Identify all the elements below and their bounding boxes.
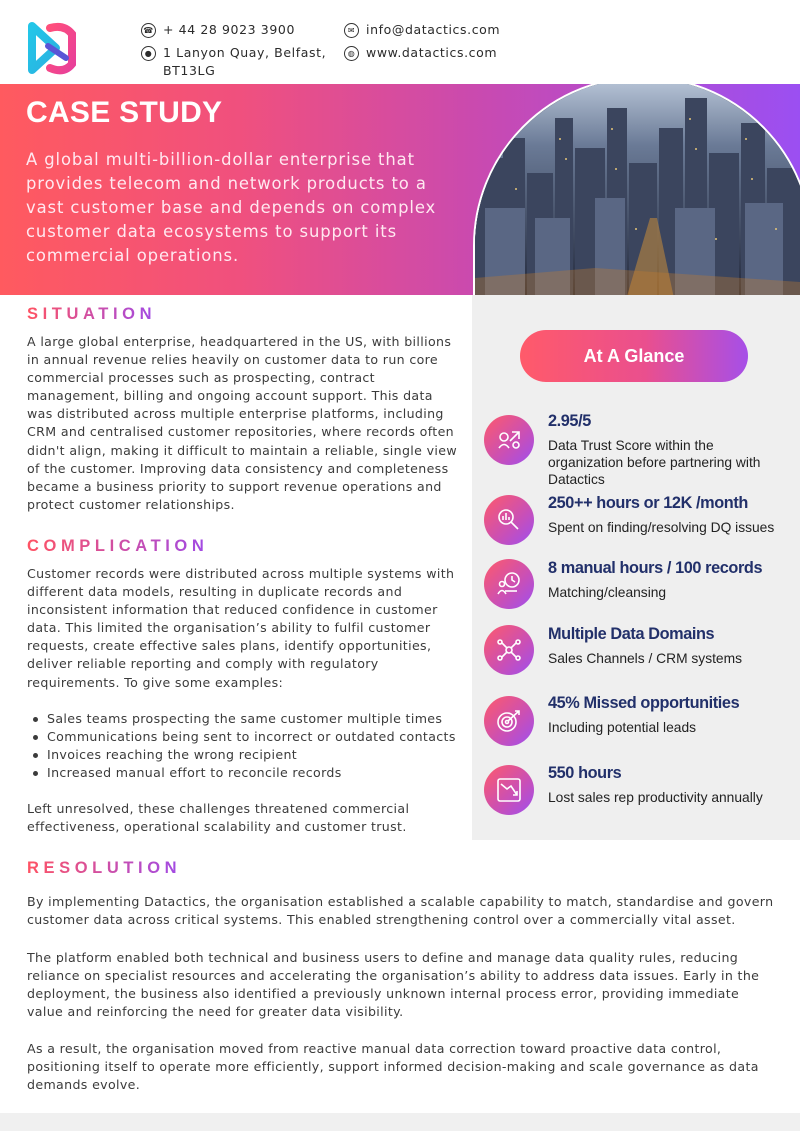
at-a-glance-badge: At A Glance xyxy=(520,330,748,382)
phone-text: + 44 28 9023 3900 xyxy=(163,22,296,37)
page-header xyxy=(0,0,800,84)
stat-description: Lost sales rep productivity annually xyxy=(548,790,763,805)
city-skyline-image xyxy=(473,84,800,295)
stat-value: 8 manual hours / 100 records xyxy=(548,559,763,577)
complication-intro: Customer records were distributed across multiple systems with different data models, resulting in duplicate records and inconsistent information that reduced confidence in customer data. This limited the organisation’s ability to fulfil customer requests, create effective sales plans, identify opportunities, deliver reliable reporting and comply with regulatory requirements. To give some examples: xyxy=(27,566,455,690)
situation-heading: SITUATION xyxy=(27,305,157,323)
target-icon xyxy=(484,696,534,746)
situation-body: A large global enterprise, headquartered in the US, with billions in annual revenue relies heavily on customer data to run core commercial processes such as prospecting, contract management, billing and ongoing account support. This data was distributed across multiple enterprise platforms, including CRM and centralised customer repositories, where records often didn't align, making it difficult to maintain a reliable, single view of the customer. Improving data consistency and completeness became a business priority to support revenue operations and protect customer relationships. xyxy=(27,334,457,512)
resolution-paragraph: By implementing Datactics, the organisation established a scalable capability to match, standardise and govern customer data across critical systems. This enabled strengthening control over a commercially vital asset. xyxy=(27,894,774,928)
stat-value: 550 hours xyxy=(548,764,622,782)
hero-banner xyxy=(0,84,800,295)
contact-website[interactable] xyxy=(344,44,497,62)
complication-bullets xyxy=(27,710,467,782)
list-item: Communications being sent to incorrect or outdated contacts xyxy=(27,728,467,746)
resolution-paragraph: The platform enabled both technical and business users to define and manage data quality rules, reducing reliance on specialist resources and accelerating the organisation’s ability to address data issues. Early in the deployment, the business also identified a previously unknown internal process error, providing immediate value and reinforcing the need for greater data visibility. xyxy=(27,950,760,1020)
resolution-paragraph: As a result, the organisation moved from reactive manual data correction toward proactive data control, positioning itself to operate more efficiently, support informed decision-making and scale governance as data demands evolve. xyxy=(27,1041,759,1093)
list-item: Invoices reaching the wrong recipient xyxy=(27,746,467,764)
stat-value: 45% Missed opportunities xyxy=(548,694,740,712)
website-text[interactable]: www.datactics.com xyxy=(366,45,498,60)
contact-email[interactable] xyxy=(344,21,500,39)
stat-description: Spent on finding/resolving DQ issues xyxy=(548,520,775,535)
hero-title: CASE STUDY xyxy=(26,96,223,129)
complication-outro: Left unresolved, these challenges threatened commercial effectiveness, operational scalability and customer trust. xyxy=(27,801,410,835)
address-text: 1 Lanyon Quay, Belfast, BT13LG xyxy=(163,45,327,78)
stat-value: Multiple Data Domains xyxy=(548,625,715,643)
list-item: Increased manual effort to reconcile records xyxy=(27,764,467,782)
footer-strip xyxy=(0,1113,800,1131)
contact-phone xyxy=(141,21,295,39)
stat-description: Matching/cleansing xyxy=(548,585,667,600)
network-icon xyxy=(484,625,534,675)
stat-value: 250++ hours or 12K /month xyxy=(548,494,748,512)
stat-description: Data Trust Score within the organization before partnering with Datactics xyxy=(548,438,761,487)
declining-chart-icon xyxy=(484,765,534,815)
trust-score-icon xyxy=(484,415,534,465)
stat-description: Sales Channels / CRM systems xyxy=(548,651,742,666)
globe-icon: ◍ xyxy=(344,46,359,61)
phone-icon: ☎ xyxy=(141,23,156,38)
search-chart-icon xyxy=(484,495,534,545)
stat-value: 2.95/5 xyxy=(548,412,591,430)
list-item: Sales teams prospecting the same customer multiple times xyxy=(27,710,467,728)
hero-description: A global multi-billion-dollar enterprise that provides telecom and network products to a vast customer base and depends on complex customer data ecosystems to support its commercial operations. xyxy=(26,150,437,265)
complication-heading: COMPLICATION xyxy=(27,537,209,555)
email-icon: ✉ xyxy=(344,23,359,38)
location-pin-icon: ● xyxy=(141,46,156,61)
resolution-heading: RESOLUTION xyxy=(27,859,182,877)
contact-address xyxy=(141,44,331,80)
email-text[interactable]: info@datactics.com xyxy=(366,22,501,37)
clock-worker-icon xyxy=(484,559,534,609)
stat-description: Including potential leads xyxy=(548,720,697,735)
at-a-glance-panel xyxy=(472,295,800,840)
datactics-logo xyxy=(26,18,90,78)
